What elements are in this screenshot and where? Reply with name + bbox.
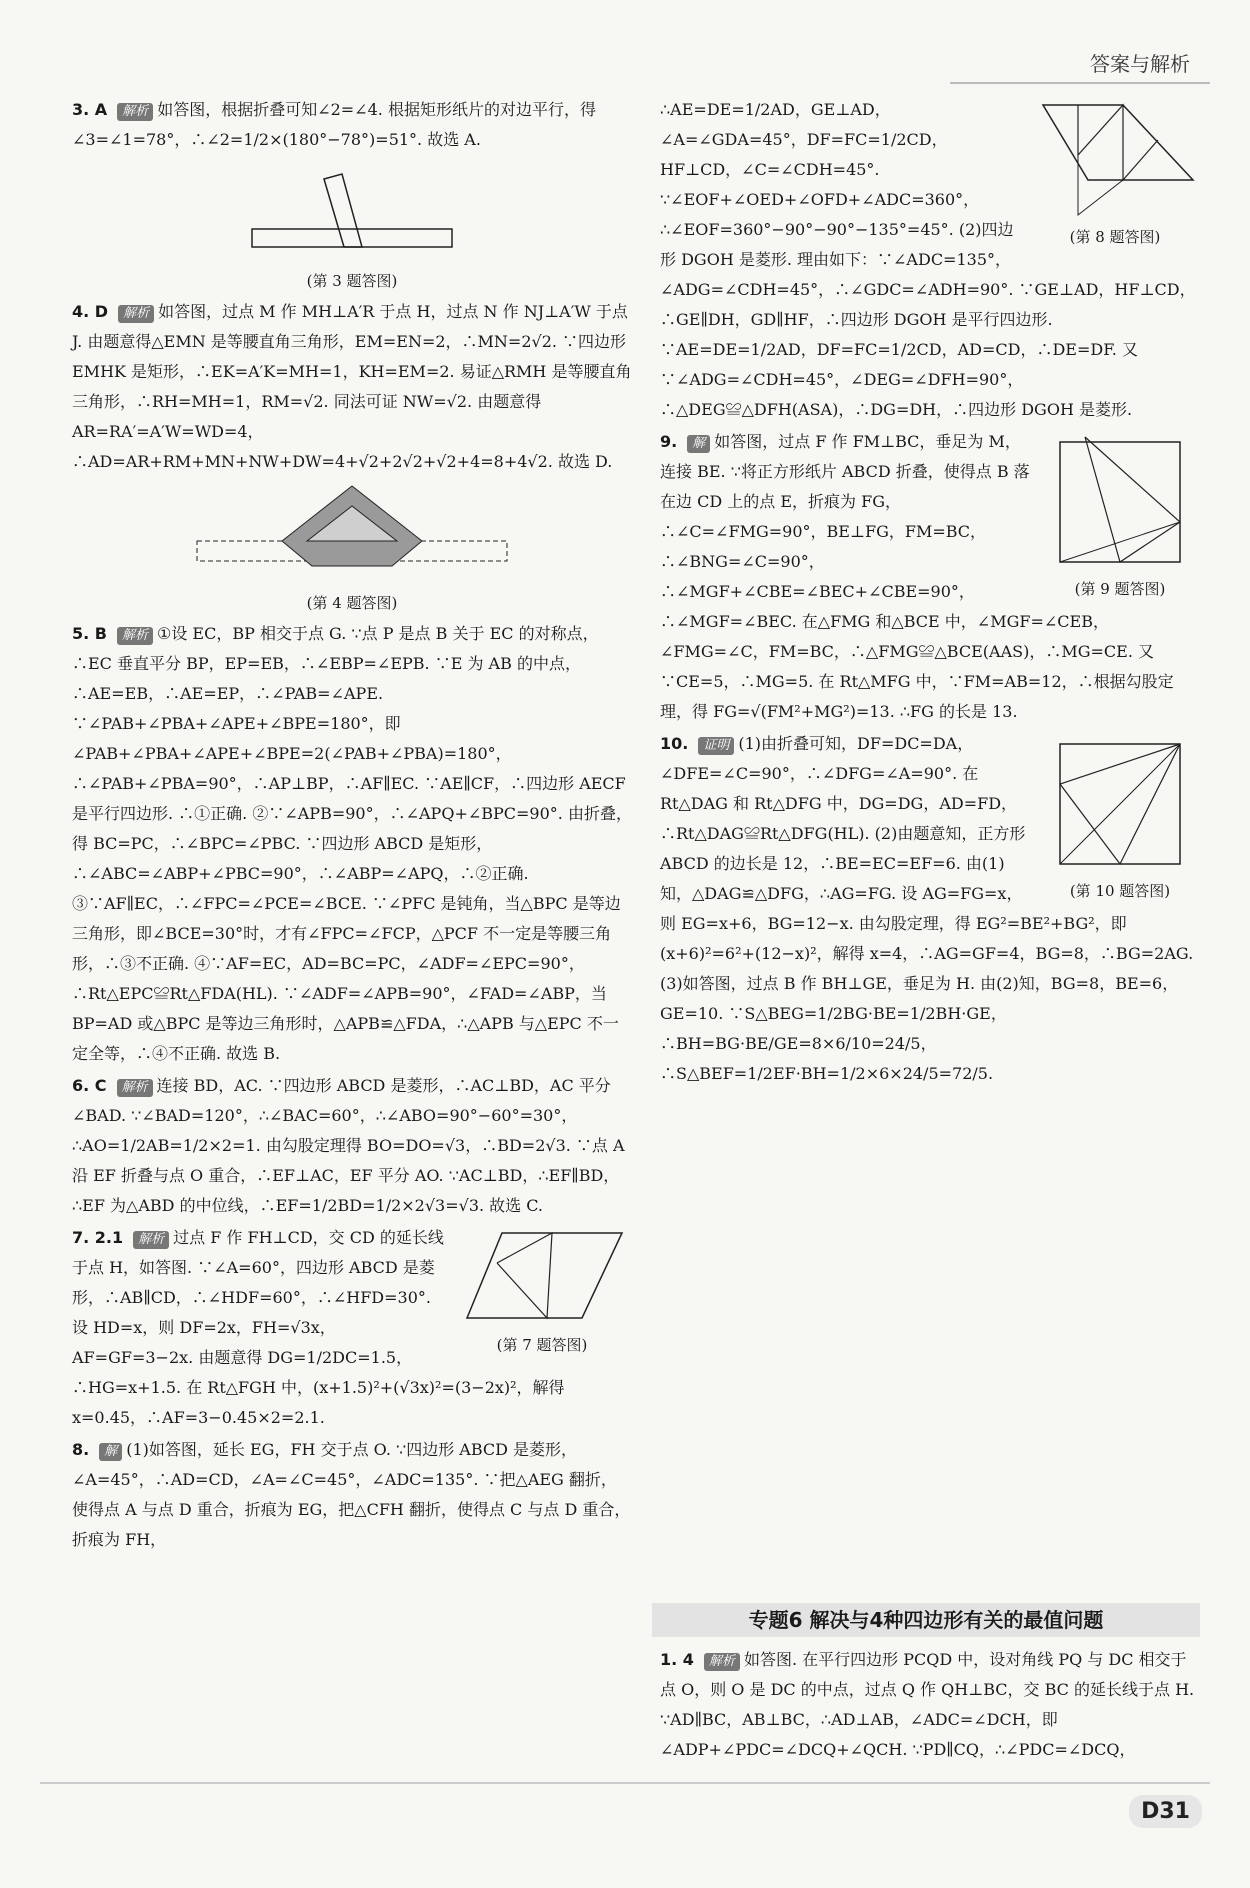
q4-figure [72, 481, 632, 615]
q8-right-block [660, 95, 1200, 425]
q7-figure [452, 1223, 632, 1357]
sec-q1-number: 1. 4 [660, 1650, 694, 1669]
q6 [72, 1071, 632, 1221]
jiexi-tag: 解析 [117, 103, 153, 121]
jiexi-tag: 解析 [117, 1079, 153, 1097]
q9-number: 9. [660, 432, 678, 451]
q3 [72, 95, 632, 155]
q10-figure [1040, 729, 1200, 903]
q9-text: 如答图，过点 F 作 FM⊥BC，垂足为 M，连接 BE. ∵将正方形纸片 ABCD 折叠，使得点 B 落在边 CD 上的点 E，折痕为 FG，∴∠C=∠FMG=90°，BE⊥FG，FM=BC，∴∠BNG=∠C=90°，∴∠MGF+∠CBE=∠BEC+∠CBE=90°，∴∠MGF=∠BEC. 在△FMG 和△BCE 中，∠MGF=∠CEB，∠FMG=∠C，FM=BC，∴△FMG≌△BCE(AAS)，∴MG=CE. 又∵CE=5，∴MG=5. 在 Rt△MFG 中，∵FM=AB=12，∴根据勾股定理，得 FG=√(FM²+MG²)=13. ∴FG 的长是 13. [660, 432, 1174, 721]
q8-rhombus [1043, 105, 1193, 180]
right-column [660, 95, 1200, 1091]
jie-tag: 解 [687, 435, 710, 453]
jie-tag: 解 [99, 1443, 122, 1461]
q10-diagram [1045, 729, 1195, 879]
zhengming-tag: 证明 [698, 737, 734, 755]
q8-folds [1078, 105, 1158, 180]
q9-figure [1040, 427, 1200, 601]
sec-q1 [660, 1645, 1200, 1765]
left-column [72, 95, 632, 1557]
q8-extension [1078, 155, 1123, 215]
footer-bar [40, 1782, 1210, 1784]
q4 [72, 297, 632, 477]
section-header: 专题6 解决与4种四边形有关的最值问题 [652, 1603, 1200, 1637]
q9-fold [1085, 437, 1180, 562]
q6-text: 连接 BD，AC. ∵四边形 ABCD 是菱形，∴AC⊥BD，AC 平分∠BAD. ∵∠BAD=120°，∴∠BAC=60°，∴∠ABO=90°−60°=30°，∴AO=1/2AB=1/2×2=1. 由勾股定理得 BO=DO=√3，∴BD=2√3. ∵点 A 沿 EF 折叠与点 O 重合，∴EF⊥AC，EF 平分 AO. ∵AC⊥BD，∴EF∥BD，∴EF 为△ABD 的中位线，∴EF=1/2BD=1/2×2√3=√3. 故选 C. [72, 1076, 625, 1215]
q10-bd [1060, 744, 1180, 864]
q4-number: 4. D [72, 302, 109, 321]
q8-caption: (第 8 题答图) [1069, 228, 1161, 246]
jiexi-tag: 解析 [118, 305, 154, 323]
page-number: D31 [1129, 1795, 1202, 1828]
q3-figure [72, 159, 632, 293]
q8-left [72, 1435, 632, 1555]
q8-number: 8. [72, 1440, 90, 1459]
header-title: 答案与解析 [1090, 52, 1190, 76]
q7-block [72, 1223, 632, 1433]
q9-square [1060, 442, 1180, 562]
q5 [72, 619, 632, 1069]
q7-caption: (第 7 题答图) [496, 1336, 588, 1354]
q8-right-text: ∴AE=DE=1/2AD，GE⊥AD，∠A=∠GDA=45°，DF=FC=1/2CD，HF⊥CD，∠C=∠CDH=45°. ∵∠EOF+∠OED+∠OFD+∠ADC=360°，∴∠EOF=360°−90°−90°−135°=45°. (2)四边形 DGOH 是菱形. 理由如下：∵∠ADC=135°，∠ADG=∠CDH=45°，∴∠GDC=∠ADH=90°. ∵GE⊥AD，HF⊥CD，∴GE∥DH，GD∥HF，∴四边形 DGOH 是平行四边形. ∵AE=DE=1/2AD，DF=FC=1/2CD，AD=CD，∴DE=DF. 又∵∠ADG=∠CDH=45°，∠DEG=∠DFH=90°，∴△DEG≌△DFH(ASA)，∴DG=DH，∴四边形 DGOH 是菱形. [660, 100, 1196, 419]
q10-text: (1)由折叠可知，DF=DC=DA，∠DFE=∠C=90°，∴∠DFG=∠A=90°. 在 Rt△DAG 和 Rt△DFG 中，DG=DG，AD=FD，∴Rt△DAG≌Rt△DFG(HL). (2)由题意知，正方形 ABCD 的边长是 12，∴BE=EC=EF=6. 由(1)知，△DAG≌△DFG，∴AG=FG. 设 AG=FG=x，则 EG=x+6，BG=12−x. 由勾股定理，得 EG²=BE²+BG²，即(x+6)²=6²+(12−x)²，解得 x=4，∴AG=GF=4，BG=8，∴BG=2AG. (3)如答图，过点 B 作 BH⊥GE，垂足为 H. 由(2)知，BG=8，BE=6，GE=10. ∵S△BEG=1/2BG·BE=1/2BH·GE，∴BH=BG·BE/GE=8×6/10=24/5，∴S△BEF=1/2EF·BH=1/2×6×24/5=72/5. [660, 734, 1194, 1083]
q9-caption: (第 9 题答图) [1074, 580, 1166, 598]
q3-text: 如答图，根据折叠可知∠2=∠4. 根据矩形纸片的对边平行，得∠3=∠1=78°，∴∠2=1/2×(180°−78°)=51°. 故选 A. [72, 100, 596, 149]
q3-strip [252, 229, 452, 247]
q4-text: 如答图，过点 M 作 MH⊥A′R 于点 H，过点 N 作 NJ⊥A′W 于点 J. 由题意得△EMN 是等腰直角三角形，EM=EN=2，∴MN=2√2. ∵四边形 EMHK 是矩形，∴EK=A′K=MH=1，KH=EM=2. 易证△RMH 是等腰直角三角形，∴RH=MH=1，RM=√2. 同法可证 NW=√2. 由题意得 AR=RA′=A′W=WD=4，∴AD=AR+RM+MN+NW+DW=4+√2+2√2+√2+4=8+4√2. 故选 D. [72, 302, 632, 471]
q4-caption: (第 4 题答图) [306, 594, 398, 612]
q3-caption: (第 3 题答图) [306, 272, 398, 290]
q3-folded-strip [324, 174, 362, 247]
header-rule [950, 82, 1210, 84]
jiexi-tag: 解析 [133, 1231, 169, 1249]
q7-diagram [457, 1223, 627, 1333]
q8-figure [1030, 95, 1200, 249]
q8-diagram [1033, 95, 1198, 225]
jiexi-tag: 解析 [704, 1653, 740, 1671]
q4-diagram [187, 481, 517, 591]
q10-number: 10. [660, 734, 689, 753]
q9-be [1060, 522, 1180, 562]
q5-text: ①设 EC，BP 相交于点 G. ∵点 P 是点 B 关于 EC 的对称点，∴EC 垂直平分 BP，EP=EB，∴∠EBP=∠EPB. ∵E 为 AB 的中点，∴AE=EB，∴AE=EP，∴∠PAB=∠APE. ∵∠PAB+∠PBA+∠APE+∠BPE=180°，即∠PAB+∠PBA+∠APE+∠BPE=2(∠PAB+∠PBA)=180°，∴∠PAB+∠PBA=90°，∴AP⊥BP，∴AF∥EC. ∵AE∥CF，∴四边形 AECF 是平行四边形. ∴①正确. ②∵∠APB=90°，∴∠APQ+∠BPC=90°. 由折叠，得 BC=PC，∴∠BPC=∠PBC. ∵四边形 ABCD 是矩形，∴∠ABC=∠ABP+∠PBC=90°，∴∠ABP=∠APQ，∴②正确. ③∵AF∥EC，∴∠FPC=∠PCE=∠BCE. ∵∠PFC 是钝角，当△BPC 是等边三角形，即∠BCE=30°时，才有∠FPC=∠FCP，△PCF 不一定是等腰三角形，∴③不正确. ④∵AF=EC，AD=BC=PC，∠ADF=∠EPC=90°，∴Rt△EPC≌Rt△FDA(HL). ∵∠ADF=∠APB=90°，∠FAD=∠ABP，当 BP=AD 或△BPC 是等边三角形时，△APB≌△FDA，∴△APB 与△EPC 不一定全等，∴④不正确. 故选 B. [72, 624, 632, 1063]
q5-number: 5. B [72, 624, 107, 643]
q6-number: 6. C [72, 1076, 107, 1095]
q10-caption: (第 10 题答图) [1069, 882, 1171, 900]
q7-rhombus [467, 1233, 622, 1318]
q10-block [660, 729, 1200, 1089]
q3-number: 3. A [72, 100, 108, 119]
q7-fold [497, 1233, 552, 1318]
q7-text: 过点 F 作 FH⊥CD，交 CD 的延长线于点 H，如答图. ∵∠A=60°，四边形 ABCD 是菱形，∴AB∥CD，∴∠HDF=60°，∴∠HFD=30°. 设 HD=x，则 DF=2x，FH=√3x，AF=GF=3−2x. 由题意得 DG=1/2DC=1.5，∴HG=x+1.5. 在 Rt△FGH 中，(x+1.5)²+(√3x)²=(3−2x)²，解得 x=0.45，∴AF=3−0.45×2=2.1. [72, 1228, 565, 1427]
q9-block [660, 427, 1200, 727]
q3-diagram [242, 159, 462, 269]
q8-left-text: (1)如答图，延长 EG，FH 交于点 O. ∵四边形 ABCD 是菱形，∠A=45°，∴AD=CD，∠A=∠C=45°，∠ADC=135°. ∵把△AEG 翻折，使得点 A 与点 D 重合，折痕为 EG，把△CFH 翻折，使得点 C 与点 D 重合，折痕为 FH， [72, 1440, 631, 1549]
sec-q1-text: 如答图. 在平行四边形 PCQD 中，设对角线 PQ 与 DC 相交于点 O，则 O 是 DC 的中点，过点 Q 作 QH⊥BC，交 BC 的延长线于点 H. ∵AD∥BC，AB⊥BC，∴AD⊥AB，∠ADC=∠DCH，即∠ADP+∠PDC=∠DCQ+∠QCH. ∵PD∥CQ，∴∠PDC=∠DCQ， [660, 1650, 1195, 1759]
q9-diagram [1045, 427, 1195, 577]
q7-number: 7. 2.1 [72, 1228, 124, 1247]
jiexi-tag: 解析 [117, 627, 153, 645]
section-body [660, 1645, 1200, 1767]
